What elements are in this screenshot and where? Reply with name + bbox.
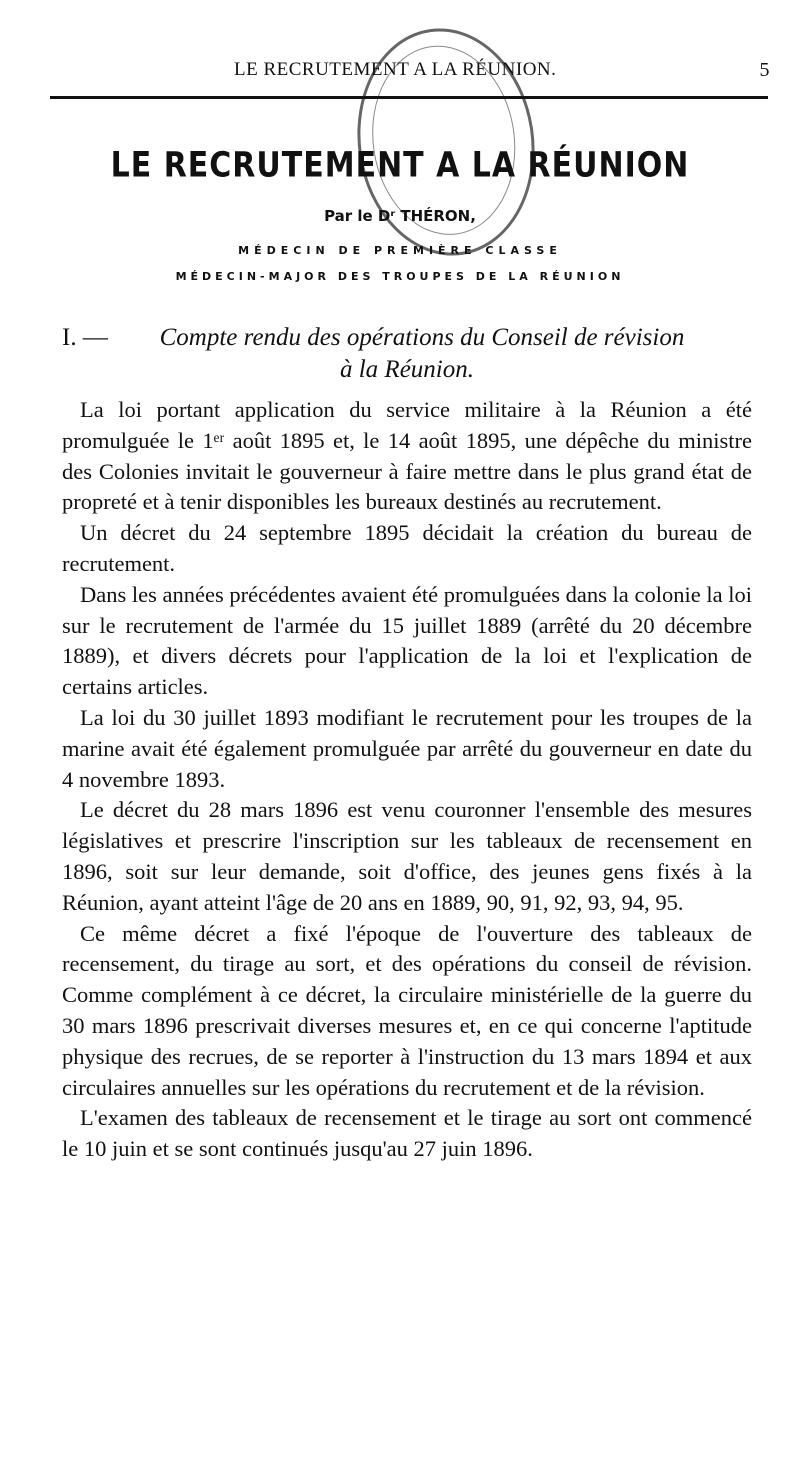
author-rank-line-2: MÉDECIN-MAJOR DES TROUPES DE LA RÉUNION (175, 270, 625, 283)
paragraph: Le décret du 28 mars 1896 est venu couronner l'ensemble des mesures législatives et prescrire l'inscription sur les tableaux de recensement en 1896, soit sur leur demande, soit d'office, des jeunes gens fixés à la Réunion, ayant atteint l'âge de 20 ans en 1889, 90, 91, 92, 93, 94, 95. (62, 797, 752, 915)
section-heading-line-2: à la Réunion. (339, 356, 474, 383)
author-byline: Par le Dʳ THÉRON, (324, 207, 476, 225)
paragraph: L'examen des tableaux de recensement et le tirage au sort ont commencé le 10 juin et se sont continués jusqu'au 27 juin 1896. (62, 1105, 752, 1162)
section-heading-line-1: Compte rendu des opérations du Conseil de révision (159, 324, 685, 351)
paragraph: Un décret du 24 septembre 1895 décidait la création du bureau de recrutement. (62, 520, 752, 576)
body-text (62, 395, 752, 1165)
paragraph: La loi portant application du service militaire à la Réunion a été promulguée le 1ᵉʳ août 1895 et, le 14 août 1895, une dépêche du ministre des Colonies invitait le gouverneur à faire mettre dans le plus grand état de propreté et à tenir disponibles les bureaux destinés au recrutement. (62, 397, 752, 515)
page-number: 5 (759, 59, 770, 81)
article-title: LE RECRUTEMENT A LA RÉUNION (110, 145, 690, 186)
section-heading (62, 322, 752, 386)
paragraph: La loi du 30 juillet 1893 modifiant le recrutement pour les troupes de la marine avait été également promulguée par arrêté du gouverneur en date du 4 novembre 1893. (62, 704, 752, 792)
paragraph: Dans les années précédentes avaient été promulguées dans la colonie la loi sur le recrutement de l'armée du 15 juillet 1889 (arrêté du 20 décembre 1889), et divers décrets pour l'application de la loi et l'explication de certains articles. (62, 581, 752, 700)
author-rank-line-1: MÉDECIN DE PREMIÈRE CLASSE (238, 244, 562, 257)
library-stamp-inner-ring (360, 36, 527, 244)
section-number: I. — (62, 324, 108, 351)
paragraph: Ce même décret a fixé l'époque de l'ouverture des tableaux de recensement, du tirage au sort, et des opérations du conseil de révision. Comme complément à ce décret, la circulaire ministérielle de la guerre du 30 mars 1896 prescrivait diverses mesures et, en ce qui concerne l'aptitude physique des recrues, de se reporter à l'instruction du 13 mars 1894 et aux circulaires annuelles sur les opérations du recrutement et de la révision. (62, 920, 752, 1100)
running-title: LE RECRUTEMENT A LA RÉUNION. (234, 59, 557, 80)
